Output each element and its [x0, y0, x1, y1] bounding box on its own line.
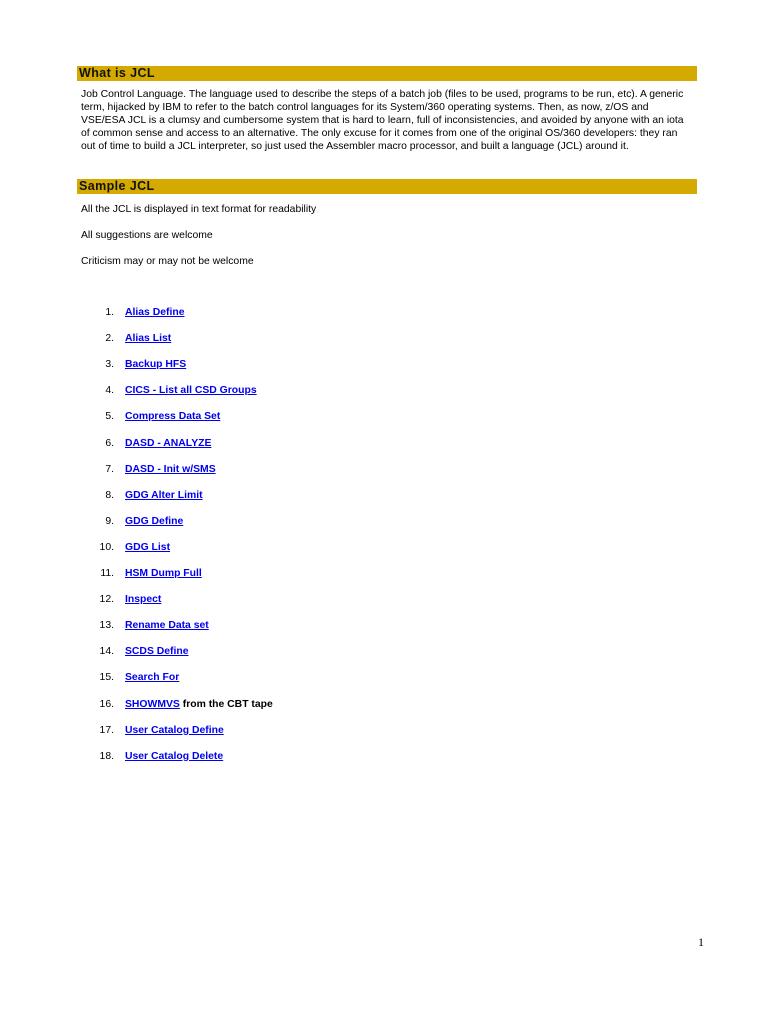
- jcl-sample-link[interactable]: User Catalog Define: [125, 724, 224, 736]
- jcl-sample-link[interactable]: GDG Define: [125, 515, 184, 527]
- jcl-sample-link[interactable]: HSM Dump Full: [125, 568, 202, 579]
- jcl-sample-link[interactable]: Search For: [125, 672, 180, 684]
- list-item-number: 2.: [105, 333, 114, 345]
- list-item-content: [125, 384, 257, 397]
- list-item-number: 14.: [99, 646, 114, 658]
- list-item-number: 10.: [99, 541, 114, 553]
- list-item-content: [125, 410, 220, 423]
- list-item-number: 12.: [99, 594, 114, 606]
- list-item-number: 5.: [105, 411, 114, 423]
- list-item-content: [125, 489, 203, 502]
- jcl-sample-link[interactable]: Inspect: [125, 594, 162, 606]
- list-item-number: 3.: [105, 359, 114, 371]
- jcl-sample-link[interactable]: CICS - List all CSD Groups: [125, 385, 257, 397]
- list-item-content: [125, 358, 186, 371]
- list-item-number: 7.: [105, 463, 114, 475]
- list-item-content: [125, 541, 170, 554]
- jcl-sample-link[interactable]: DASD - ANALYZE: [125, 437, 212, 449]
- jcl-sample-link[interactable]: Alias List: [125, 333, 172, 345]
- list-item-content: [125, 671, 179, 684]
- jcl-sample-link[interactable]: Rename Data set: [125, 620, 209, 632]
- list-item-number: 8.: [105, 489, 114, 501]
- list-item-number: 15.: [99, 672, 114, 684]
- list-item-content: [125, 515, 183, 528]
- list-item-content: [125, 332, 171, 345]
- list-item-content: [125, 306, 184, 319]
- jcl-sample-link[interactable]: SCDS Define: [125, 646, 189, 658]
- jcl-sample-link[interactable]: Backup HFS: [125, 359, 187, 371]
- list-item-number: 16.: [99, 698, 114, 710]
- jcl-sample-link[interactable]: Alias Define: [125, 307, 185, 318]
- list-item-content: [125, 593, 161, 606]
- list-item-suffix: from the CBT tape: [179, 698, 273, 710]
- list-item-content: [125, 750, 223, 763]
- jcl-sample-link[interactable]: User Catalog Delete: [125, 750, 224, 762]
- note-text-format: All the JCL is displayed in text format for readability: [81, 204, 317, 215]
- section-heading-sample-jcl: Sample JCL: [77, 179, 697, 194]
- jcl-sample-link[interactable]: SHOWMVS: [125, 698, 180, 710]
- jcl-sample-link[interactable]: GDG Alter Limit: [125, 489, 203, 501]
- jcl-sample-link[interactable]: Compress Data Set: [125, 411, 221, 423]
- note-suggestions: All suggestions are welcome: [81, 230, 213, 241]
- list-item-content: [125, 619, 209, 632]
- list-item-content: [125, 645, 189, 658]
- list-item-content: [125, 698, 273, 711]
- section-heading-what-is-jcl: What is JCL: [77, 66, 697, 81]
- list-item-number: 11.: [100, 568, 114, 579]
- list-item-content: [125, 463, 216, 476]
- list-item-number: 13.: [99, 620, 114, 632]
- list-item-content: [125, 567, 202, 580]
- list-item-number: 9.: [105, 515, 114, 527]
- note-criticism: Criticism may or may not be welcome: [81, 256, 254, 267]
- list-item-content: [125, 437, 211, 450]
- list-item-number: 4.: [105, 385, 114, 397]
- list-item-number: 18.: [99, 750, 114, 762]
- jcl-sample-link[interactable]: GDG List: [125, 541, 171, 553]
- what-is-jcl-paragraph: Job Control Language. The language used to describe the steps of a batch job (files to be used, programs to be run, etc). A generic term, hijacked by IBM to refer to the batch control languages for its System/360 operating systems. Then, as now, z/OS and VSE/ESA JCL is a clumsy and cumbersome system that is hard to learn, full of inconsistencies, and avoided by anyone with an iota of common sense and access to an alternative. The only excuse for it comes from one of the original OS/360 developers: they ran out of time to build a JCL interpreter, so just used the Assembler macro processor, and built a language (JCL) around it.: [81, 89, 684, 152]
- list-item-number: 6.: [105, 437, 114, 449]
- list-item-content: [125, 724, 224, 737]
- list-item-number: 1.: [105, 307, 114, 318]
- jcl-sample-link[interactable]: DASD - Init w/SMS: [125, 463, 216, 475]
- list-item-number: 17.: [99, 724, 114, 736]
- page-number: 1: [698, 935, 704, 949]
